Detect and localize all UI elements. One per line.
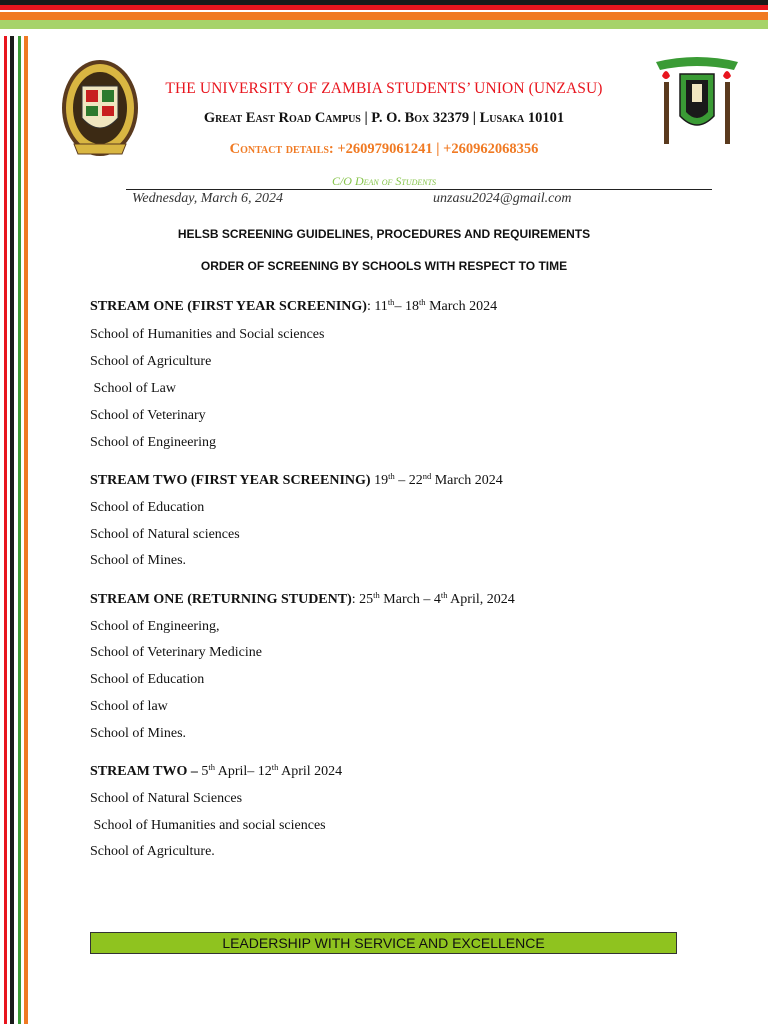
school-item: School of Agriculture xyxy=(90,354,212,369)
school-item: School of law xyxy=(90,699,168,714)
end-day-suffix: th xyxy=(418,297,426,307)
start-day-suffix: th xyxy=(388,471,395,481)
date-range-middle: March – xyxy=(379,592,434,607)
date-range-tail: April 2024 xyxy=(278,764,343,779)
document-heading: HELSB SCREENING GUIDELINES, PROCEDURES AND REQUIREMENTS xyxy=(177,227,591,241)
section-heading xyxy=(90,299,497,315)
section-separator: : xyxy=(366,299,375,314)
section-label: STREAM ONE (FIRST YEAR SCREENING) xyxy=(90,299,367,314)
date-range-middle: April– xyxy=(215,764,258,779)
start-day-suffix: th xyxy=(373,590,380,600)
school-item: School of Education xyxy=(90,500,205,515)
school-item: School of Mines. xyxy=(90,726,187,741)
top-stripe-orange xyxy=(0,12,768,20)
end-day: 12 xyxy=(257,764,272,779)
school-item: School of Agriculture. xyxy=(90,844,215,859)
section-heading xyxy=(90,592,515,608)
section-label: STREAM TWO – xyxy=(90,764,198,779)
contact-details: Contact details: +260979061241 | +260962068356 xyxy=(229,141,539,157)
start-day: 5 xyxy=(201,764,209,779)
end-day-suffix: nd xyxy=(422,471,432,481)
letter-date: Wednesday, March 6, 2024 xyxy=(132,191,283,206)
school-item: School of Education xyxy=(90,672,205,687)
date-range-middle: – xyxy=(394,299,405,314)
school-item: School of Engineering xyxy=(90,435,216,450)
start-day: 25 xyxy=(359,592,374,607)
school-item: School of Veterinary xyxy=(90,408,206,423)
section-heading xyxy=(90,473,503,489)
header-divider xyxy=(126,189,712,190)
date-range-tail: April, 2024 xyxy=(447,592,515,607)
section-separator: : xyxy=(351,592,360,607)
end-day-suffix: th xyxy=(271,762,279,772)
school-item: School of Law xyxy=(90,381,176,396)
end-day: 4 xyxy=(433,592,441,607)
end-day: 18 xyxy=(404,299,419,314)
section-heading xyxy=(90,764,342,780)
school-item: School of Humanities and social sciences xyxy=(90,818,326,833)
start-day-suffix: th xyxy=(208,762,215,772)
school-item: School of Natural sciences xyxy=(90,527,240,542)
school-item: School of Veterinary Medicine xyxy=(90,645,262,660)
motto-banner: LEADERSHIP WITH SERVICE AND EXCELLENCE xyxy=(90,932,677,954)
section-label: STREAM ONE (RETURNING STUDENT) xyxy=(90,592,352,607)
date-range-tail: March 2024 xyxy=(425,299,498,314)
union-title: THE UNIVERSITY OF ZAMBIA STUDENTS’ UNION (UNZASU) xyxy=(165,80,603,97)
end-day-suffix: th xyxy=(440,590,448,600)
school-item: School of Engineering, xyxy=(90,619,220,634)
school-item: School of Natural Sciences xyxy=(90,791,243,806)
date-range-tail: March 2024 xyxy=(431,473,503,488)
school-item: School of Humanities and Social sciences xyxy=(90,327,325,342)
end-day: 22 xyxy=(408,473,423,488)
unzasu-crest-logo xyxy=(650,54,744,152)
email-address: unzasu2024@gmail.com xyxy=(433,191,572,206)
date-range-middle: – xyxy=(394,473,409,488)
start-day: 11 xyxy=(374,299,388,314)
document-subheading: ORDER OF SCREENING BY SCHOOLS WITH RESPECT TO TIME xyxy=(200,259,568,273)
care-of-line: C/O Dean of Students xyxy=(331,174,437,188)
school-item: School of Mines. xyxy=(90,553,187,568)
campus-address: Great East Road Campus | P. O. Box 32379 | Lusaka 10101 xyxy=(203,110,565,126)
section-label: STREAM TWO (FIRST YEAR SCREENING) xyxy=(90,473,371,488)
top-stripe-green xyxy=(0,20,768,29)
start-day-suffix: th xyxy=(387,297,395,307)
start-day: 19 xyxy=(374,473,389,488)
